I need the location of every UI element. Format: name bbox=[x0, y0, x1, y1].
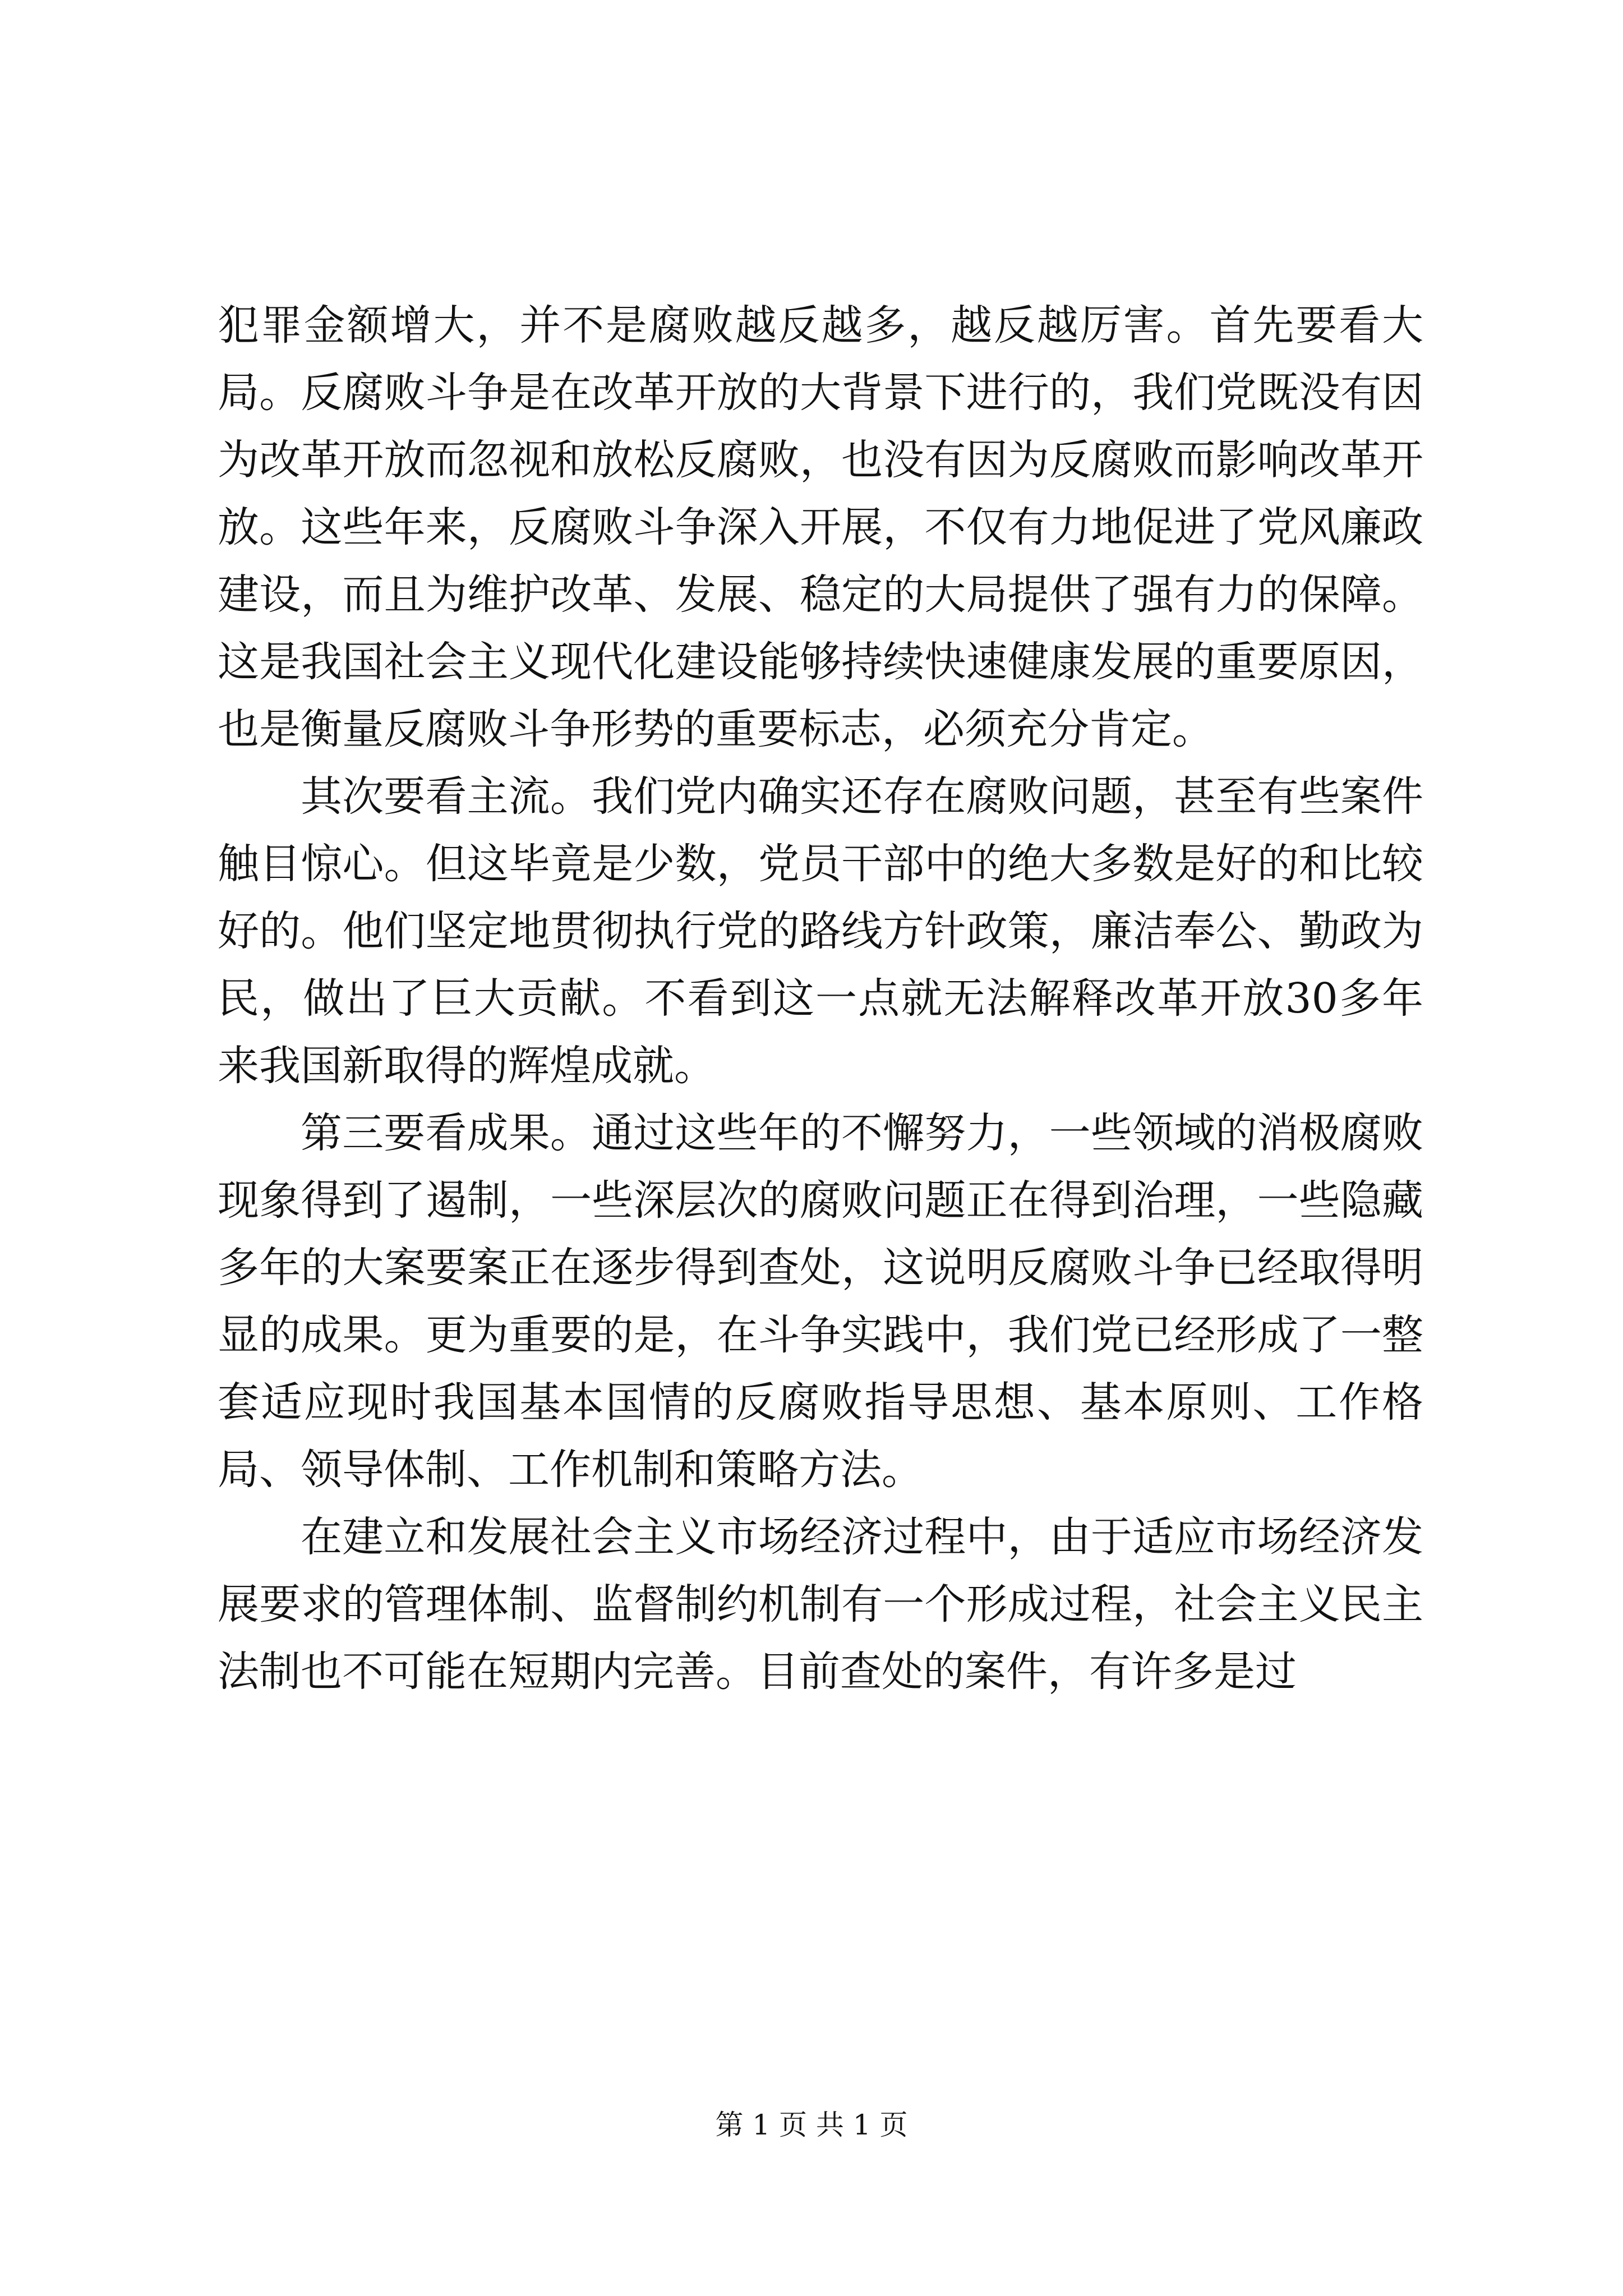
paragraph-1: 犯罪金额增大，并不是腐败越反越多，越反越厉害。首先要看大局。反腐败斗争是在改革开放的大背景下进行的，我们党既没有因为改革开放而忽视和放松反腐败，也没有因为反腐败而影响改革开放。这些年来，反腐败斗争深入开展，不仅有力地促进了党风廉政建设，而且为维护改革、发展、稳定的大局提供了强有力的保障。这是我国社会主义现代化建设能够持续快速健康发展的重要原因，也是衡量反腐败斗争形势的重要标志，必须充分肯定。 bbox=[218, 301, 1423, 753]
document-body bbox=[218, 292, 1423, 1705]
paragraph-4: 在建立和发展社会主义市场经济过程中，由于适应市场经济发展要求的管理体制、监督制约机制有一个形成过程，社会主义民主法制也不可能在短期内完善。目前查处的案件，有许多是过 bbox=[218, 1513, 1423, 1696]
paragraph-3: 第三要看成果。通过这些年的不懈努力，一些领域的消极腐败现象得到了遏制，一些深层次的腐败问题正在得到治理，一些隐藏多年的大案要案正在逐步得到查处，这说明反腐败斗争已经取得明显的成果。更为重要的是，在斗争实践中，我们党已经形成了一整套适应现时我国基本国情的反腐败指导思想、基本原则、工作格局、领导体制、工作机制和策略方法。 bbox=[218, 1109, 1423, 1494]
page-footer: 第 1 页 共 1 页 bbox=[715, 2109, 908, 2141]
paragraph-2: 其次要看主流。我们党内确实还存在腐败问题，甚至有些案件触目惊心。但这毕竟是少数，党员干部中的绝大多数是好的和比较好的。他们坚定地贯彻执行党的路线方针政策，廉洁奉公、勤政为民，做出了巨大贡献。不看到这一点就无法解释改革开放30多年来我国新取得的辉煌成就。 bbox=[218, 772, 1423, 1090]
